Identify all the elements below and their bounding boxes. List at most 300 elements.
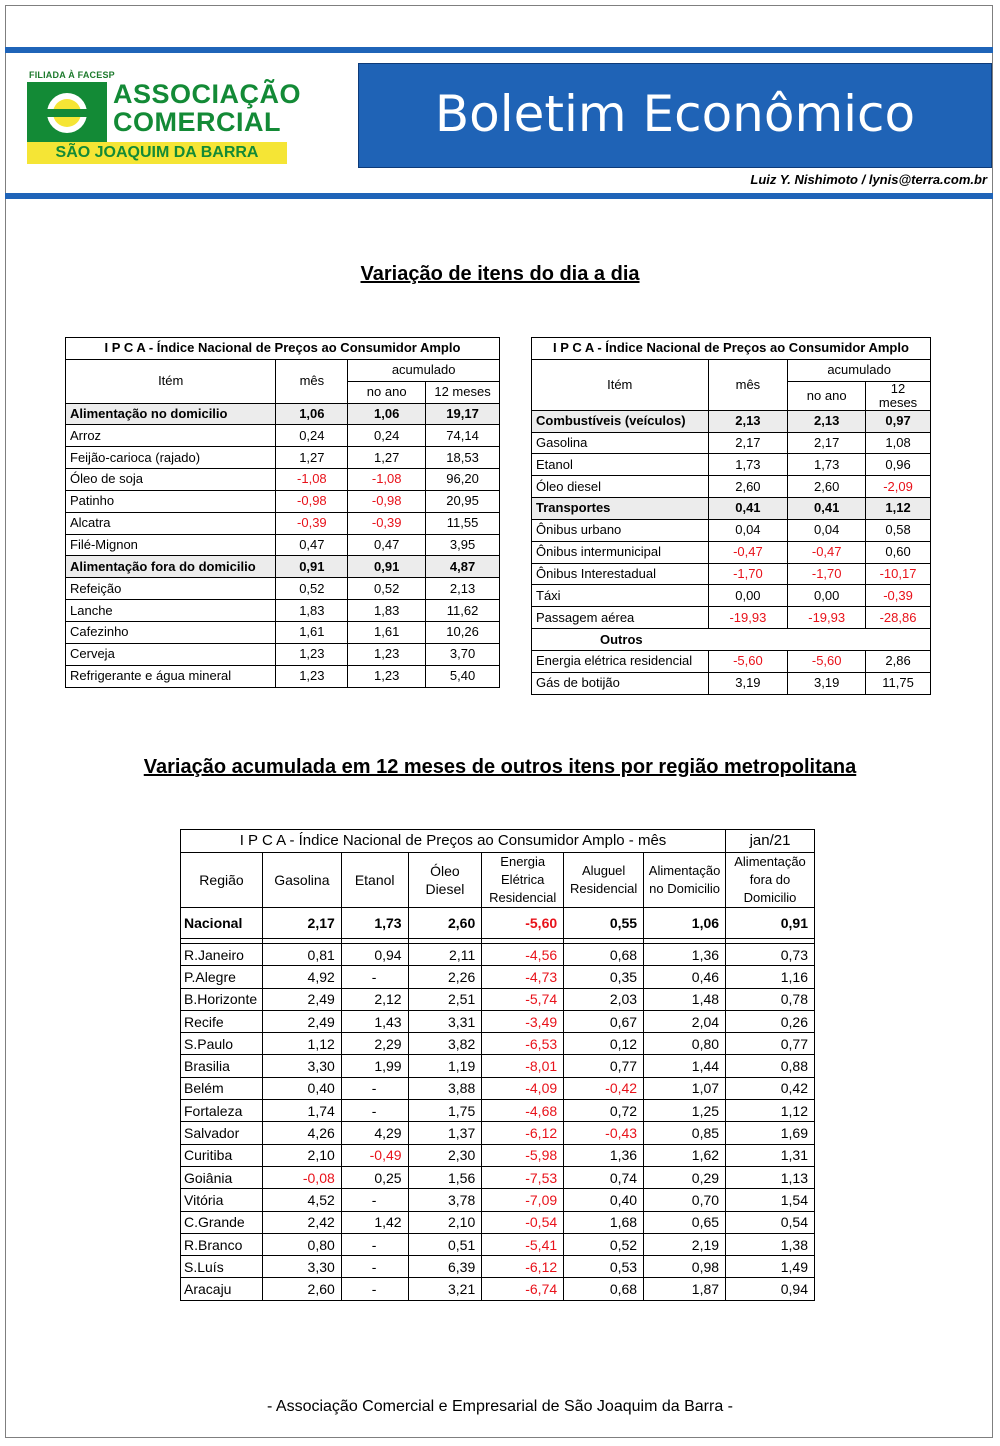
- region-value: 0,26: [726, 1010, 815, 1032]
- region-value: -4,73: [482, 966, 564, 988]
- region-column-header: Aluguel Residencial: [564, 853, 644, 908]
- table-row: [181, 1010, 815, 1032]
- logo-city-strip: SÃO JOAQUIM DA BARRA: [27, 142, 287, 164]
- table-row: [66, 643, 500, 665]
- region-value: 1,54: [726, 1189, 815, 1211]
- row-label: Óleo de soja: [66, 469, 276, 491]
- region-name: C.Grande: [181, 1211, 263, 1233]
- section-title-regions: [0, 756, 1000, 779]
- table-row: [181, 1055, 815, 1077]
- region-column-header: Etanol: [341, 853, 408, 908]
- value-month: 1,61: [276, 621, 348, 643]
- region-value: -5,41: [482, 1233, 564, 1255]
- logo-line-2: COMERCIAL: [113, 107, 281, 137]
- table-row: [66, 403, 500, 425]
- region-value: -5,74: [482, 988, 564, 1010]
- value-twelve-months: 0,97: [866, 410, 931, 432]
- table-row: [66, 621, 500, 643]
- value-month: -1,08: [276, 469, 348, 491]
- region-value: 0,40: [262, 1077, 341, 1099]
- table-row: [66, 447, 500, 469]
- region-name: Nacional: [181, 908, 263, 939]
- region-value: -0,49: [341, 1144, 408, 1166]
- row-label: Cerveja: [66, 643, 276, 665]
- region-name: Goiânia: [181, 1166, 263, 1188]
- value-twelve-months: 3,95: [426, 534, 500, 556]
- region-name: Belém: [181, 1077, 263, 1099]
- region-value: 2,29: [341, 1033, 408, 1055]
- value-twelve-months: 1,08: [866, 432, 931, 454]
- table-row: [181, 966, 815, 988]
- region-value: 1,99: [341, 1055, 408, 1077]
- value-month: 1,27: [276, 447, 348, 469]
- region-value: 2,49: [262, 1010, 341, 1032]
- row-label: Etanol: [532, 454, 709, 476]
- national-row: [181, 908, 815, 939]
- value-year: 1,23: [348, 643, 426, 665]
- row-label: Alimentação no domicilio: [66, 403, 276, 425]
- region-value: 0,55: [564, 908, 644, 939]
- value-twelve-months: -28,86: [866, 607, 931, 629]
- table-row: [66, 512, 500, 534]
- value-month: 2,60: [708, 476, 788, 498]
- bulletin-title: Boletim Econômico: [358, 63, 992, 168]
- table-caption: I P C A - Índice Nacional de Preços ao Consumidor Amplo: [532, 338, 931, 360]
- row-label: Ônibus urbano: [532, 519, 709, 541]
- region-name: P.Alegre: [181, 966, 263, 988]
- table-row: [532, 563, 931, 585]
- region-name: R.Janeiro: [181, 944, 263, 966]
- region-value: 0,94: [341, 944, 408, 966]
- region-value: 2,49: [262, 988, 341, 1010]
- region-value: 6,39: [408, 1256, 482, 1278]
- value-twelve-months: 4,87: [426, 556, 500, 578]
- value-month: 3,19: [708, 672, 788, 694]
- value-year: 1,61: [348, 621, 426, 643]
- section-title-regions-text: Variação acumulada em 12 meses de outros itens por região metropolitana: [143, 756, 857, 778]
- region-value: 1,16: [726, 966, 815, 988]
- value-year: 1,06: [348, 403, 426, 425]
- value-year: -0,39: [348, 512, 426, 534]
- region-value: 2,42: [262, 1211, 341, 1233]
- region-value: -0,54: [482, 1211, 564, 1233]
- ipca-transport-table: [531, 337, 931, 695]
- region-name: Vitória: [181, 1189, 263, 1211]
- region-value: -: [341, 1256, 408, 1278]
- region-value: -3,49: [482, 1010, 564, 1032]
- table-row: [532, 607, 931, 629]
- region-value: 3,88: [408, 1077, 482, 1099]
- table-row: [66, 469, 500, 491]
- region-value: 0,51: [408, 1233, 482, 1255]
- logo-emblem-icon: [27, 82, 107, 144]
- region-value: 0,80: [262, 1233, 341, 1255]
- value-twelve-months: 0,60: [866, 541, 931, 563]
- region-name: Brasilia: [181, 1055, 263, 1077]
- table-row: [66, 534, 500, 556]
- value-year: -0,98: [348, 490, 426, 512]
- value-twelve-months: 0,58: [866, 519, 931, 541]
- region-value: 1,38: [726, 1233, 815, 1255]
- section-title-daily-items: [0, 263, 1000, 286]
- column-header-twelve-months: 12 meses: [426, 381, 500, 403]
- value-year: 1,73: [788, 454, 866, 476]
- region-value: 2,12: [341, 988, 408, 1010]
- region-value: 0,85: [644, 1122, 726, 1144]
- header-bottom-rule: [5, 193, 993, 199]
- region-value: 2,10: [262, 1144, 341, 1166]
- column-header-accumulated: acumulado: [788, 359, 931, 381]
- value-twelve-months: -0,39: [866, 585, 931, 607]
- region-name: Recife: [181, 1010, 263, 1032]
- value-month: 0,04: [708, 519, 788, 541]
- value-year: -1,70: [788, 563, 866, 585]
- value-twelve-months: -10,17: [866, 563, 931, 585]
- region-value: 1,25: [644, 1100, 726, 1122]
- region-value: 1,31: [726, 1144, 815, 1166]
- logo-line-1: ASSOCIAÇÃO: [113, 79, 302, 109]
- value-month: -19,93: [708, 607, 788, 629]
- region-value: 2,30: [408, 1144, 482, 1166]
- row-label: Lanche: [66, 600, 276, 622]
- region-value: -6,12: [482, 1122, 564, 1144]
- region-value: 2,03: [564, 988, 644, 1010]
- table-row: [532, 519, 931, 541]
- region-value: -0,08: [262, 1166, 341, 1188]
- column-header-month: mês: [708, 359, 788, 410]
- table-row: [181, 1166, 815, 1188]
- row-label: Cafezinho: [66, 621, 276, 643]
- value-month: 0,41: [708, 498, 788, 520]
- row-label: Feijão-carioca (rajado): [66, 447, 276, 469]
- value-month: -0,47: [708, 541, 788, 563]
- region-value: 2,17: [262, 908, 341, 939]
- region-value: -8,01: [482, 1055, 564, 1077]
- value-month: 1,06: [276, 403, 348, 425]
- column-header-year: no ano: [788, 381, 866, 410]
- author-credit: Luiz Y. Nishimoto / lynis@terra.com.br: [750, 172, 987, 187]
- region-value: 3,31: [408, 1010, 482, 1032]
- region-value: 3,30: [262, 1256, 341, 1278]
- region-value: 2,04: [644, 1010, 726, 1032]
- table-row: [66, 665, 500, 687]
- section-title-daily-items-text: Variação de itens do dia a dia: [360, 263, 640, 285]
- region-value: 3,30: [262, 1055, 341, 1077]
- table-section-label: Outros: [532, 629, 931, 651]
- region-value: -: [341, 1233, 408, 1255]
- value-month: 1,73: [708, 454, 788, 476]
- region-value: 1,36: [564, 1144, 644, 1166]
- row-label: Arroz: [66, 425, 276, 447]
- region-value: 1,48: [644, 988, 726, 1010]
- region-value: 0,94: [726, 1278, 815, 1300]
- region-value: 1,69: [726, 1122, 815, 1144]
- region-value: 0,78: [726, 988, 815, 1010]
- value-month: -1,70: [708, 563, 788, 585]
- table-row: [66, 490, 500, 512]
- region-value: 0,12: [564, 1033, 644, 1055]
- region-value: 1,74: [262, 1100, 341, 1122]
- row-label: Óleo diesel: [532, 476, 709, 498]
- value-twelve-months: 0,96: [866, 454, 931, 476]
- table-row: [532, 454, 931, 476]
- value-month: 1,23: [276, 665, 348, 687]
- value-twelve-months: 2,13: [426, 578, 500, 600]
- table-row: [181, 1144, 815, 1166]
- region-value: -4,56: [482, 944, 564, 966]
- table-row: [181, 1100, 815, 1122]
- value-twelve-months: 2,86: [866, 650, 931, 672]
- region-value: 0,67: [564, 1010, 644, 1032]
- table-caption: I P C A - Índice Nacional de Preços ao Consumidor Amplo: [66, 338, 500, 360]
- row-label: Filé-Mignon: [66, 534, 276, 556]
- column-header-twelve-months: 12 meses: [866, 381, 931, 410]
- region-value: 0,74: [564, 1166, 644, 1188]
- column-header-month: mês: [276, 359, 348, 403]
- value-twelve-months: 1,12: [866, 498, 931, 520]
- region-value: 0,25: [341, 1166, 408, 1188]
- region-value: 1,07: [644, 1077, 726, 1099]
- value-year: 0,24: [348, 425, 426, 447]
- value-year: 2,17: [788, 432, 866, 454]
- value-month: 0,52: [276, 578, 348, 600]
- region-value: 1,68: [564, 1211, 644, 1233]
- value-year: 0,52: [348, 578, 426, 600]
- region-value: 0,72: [564, 1100, 644, 1122]
- region-value: -4,09: [482, 1077, 564, 1099]
- value-twelve-months: 96,20: [426, 469, 500, 491]
- region-value: 4,26: [262, 1122, 341, 1144]
- row-label: Alimentação fora do domicilio: [66, 556, 276, 578]
- row-label: Gasolina: [532, 432, 709, 454]
- value-twelve-months: 11,55: [426, 512, 500, 534]
- value-twelve-months: 10,26: [426, 621, 500, 643]
- region-column-header: Alimentação fora do Domicilio: [726, 853, 815, 908]
- value-year: 2,13: [788, 410, 866, 432]
- value-month: 2,17: [708, 432, 788, 454]
- region-value: 1,49: [726, 1256, 815, 1278]
- value-year: 1,83: [348, 600, 426, 622]
- region-value: -7,09: [482, 1189, 564, 1211]
- region-value: 0,54: [726, 1211, 815, 1233]
- region-value: -: [341, 966, 408, 988]
- ipca-food-table: [65, 337, 500, 688]
- region-column-header: Óleo Diesel: [408, 853, 482, 908]
- value-twelve-months: 74,14: [426, 425, 500, 447]
- table-row: [66, 556, 500, 578]
- value-year: -1,08: [348, 469, 426, 491]
- row-label: Combustíveis (veículos): [532, 410, 709, 432]
- column-header-accumulated: acumulado: [348, 359, 500, 381]
- region-value: 3,21: [408, 1278, 482, 1300]
- region-value: 1,37: [408, 1122, 482, 1144]
- region-value: 3,82: [408, 1033, 482, 1055]
- table-row: [181, 1256, 815, 1278]
- region-value: 1,12: [262, 1033, 341, 1055]
- table-row: [532, 650, 931, 672]
- table-row: [181, 988, 815, 1010]
- region-table-period: jan/21: [726, 830, 815, 853]
- table-row: [181, 1122, 815, 1144]
- region-value: 1,36: [644, 944, 726, 966]
- row-label: Ônibus Interestadual: [532, 563, 709, 585]
- region-value: -6,12: [482, 1256, 564, 1278]
- footer-text: - Associação Comercial e Empresarial de São Joaquim da Barra -: [267, 1398, 733, 1415]
- value-twelve-months: 11,62: [426, 600, 500, 622]
- region-value: 0,80: [644, 1033, 726, 1055]
- row-label: Táxi: [532, 585, 709, 607]
- region-value: 0,73: [726, 944, 815, 966]
- region-value: 0,53: [564, 1256, 644, 1278]
- value-twelve-months: 19,17: [426, 403, 500, 425]
- row-label: Patinho: [66, 490, 276, 512]
- value-month: 0,47: [276, 534, 348, 556]
- region-value: 0,77: [564, 1055, 644, 1077]
- region-value: 1,56: [408, 1166, 482, 1188]
- region-value: -5,98: [482, 1144, 564, 1166]
- region-column-header: Alimentação no Domicilio: [644, 853, 726, 908]
- region-value: 0,91: [726, 908, 815, 939]
- value-twelve-months: -2,09: [866, 476, 931, 498]
- region-value: 0,81: [262, 944, 341, 966]
- value-year: 2,60: [788, 476, 866, 498]
- row-label: Gás de botijão: [532, 672, 709, 694]
- table-row: [66, 578, 500, 600]
- region-value: 2,10: [408, 1211, 482, 1233]
- value-year: 1,23: [348, 665, 426, 687]
- region-value: 0,29: [644, 1166, 726, 1188]
- region-value: 0,42: [726, 1077, 815, 1099]
- row-label: Refeição: [66, 578, 276, 600]
- region-value: 1,44: [644, 1055, 726, 1077]
- region-value: 1,42: [341, 1211, 408, 1233]
- region-value: 1,62: [644, 1144, 726, 1166]
- region-value: 1,19: [408, 1055, 482, 1077]
- value-twelve-months: 3,70: [426, 643, 500, 665]
- region-value: 0,88: [726, 1055, 815, 1077]
- table-row: [181, 1278, 815, 1300]
- table-row: [181, 1211, 815, 1233]
- region-table-caption: I P C A - Índice Nacional de Preços ao Consumidor Amplo - mês: [181, 830, 726, 853]
- region-value: 1,87: [644, 1278, 726, 1300]
- table-row: [181, 944, 815, 966]
- value-year: -5,60: [788, 650, 866, 672]
- region-value: 0,46: [644, 966, 726, 988]
- row-label: Ônibus intermunicipal: [532, 541, 709, 563]
- region-name: S.Paulo: [181, 1033, 263, 1055]
- header-top-rule: [5, 47, 993, 53]
- region-value: 1,73: [341, 908, 408, 939]
- association-logo: [27, 70, 302, 165]
- region-value: 2,26: [408, 966, 482, 988]
- value-month: 0,91: [276, 556, 348, 578]
- value-month: 0,24: [276, 425, 348, 447]
- table-row: [181, 1189, 815, 1211]
- value-month: 2,13: [708, 410, 788, 432]
- value-twelve-months: 5,40: [426, 665, 500, 687]
- region-name: B.Horizonte: [181, 988, 263, 1010]
- row-label: Alcatra: [66, 512, 276, 534]
- value-twelve-months: 20,95: [426, 490, 500, 512]
- region-value: 0,68: [564, 944, 644, 966]
- column-header-item: Itém: [66, 359, 276, 403]
- table-row: [532, 672, 931, 694]
- region-value: -6,74: [482, 1278, 564, 1300]
- region-value: -6,53: [482, 1033, 564, 1055]
- table-row: [532, 498, 931, 520]
- region-value: 1,13: [726, 1166, 815, 1188]
- region-value: -: [341, 1278, 408, 1300]
- region-value: 4,52: [262, 1189, 341, 1211]
- table-row: [66, 425, 500, 447]
- region-value: 0,98: [644, 1256, 726, 1278]
- region-value: 0,68: [564, 1278, 644, 1300]
- region-value: 2,19: [644, 1233, 726, 1255]
- table-row: [532, 410, 931, 432]
- region-name: Curitiba: [181, 1144, 263, 1166]
- region-value: -5,60: [482, 908, 564, 939]
- region-value: 0,70: [644, 1189, 726, 1211]
- value-month: -0,98: [276, 490, 348, 512]
- table-row: [66, 600, 500, 622]
- value-month: -5,60: [708, 650, 788, 672]
- row-label: Transportes: [532, 498, 709, 520]
- ipca-region-table: [180, 829, 815, 1301]
- logo-tagline: FILIADA À FACESP: [29, 70, 115, 80]
- table-row: [181, 1033, 815, 1055]
- region-value: 4,92: [262, 966, 341, 988]
- value-twelve-months: 11,75: [866, 672, 931, 694]
- row-label: Energia elétrica residencial: [532, 650, 709, 672]
- region-value: -4,68: [482, 1100, 564, 1122]
- value-year: -19,93: [788, 607, 866, 629]
- region-value: -: [341, 1077, 408, 1099]
- value-month: 0,00: [708, 585, 788, 607]
- region-value: -: [341, 1189, 408, 1211]
- column-header-item: Itém: [532, 359, 709, 410]
- value-year: 3,19: [788, 672, 866, 694]
- value-year: 0,41: [788, 498, 866, 520]
- value-year: 0,91: [348, 556, 426, 578]
- value-year: 0,47: [348, 534, 426, 556]
- table-row: [532, 541, 931, 563]
- region-column-header: Energia Elétrica Residencial: [482, 853, 564, 908]
- region-name: Aracaju: [181, 1278, 263, 1300]
- table-row: [532, 476, 931, 498]
- region-value: 2,51: [408, 988, 482, 1010]
- region-value: 1,75: [408, 1100, 482, 1122]
- region-value: 3,78: [408, 1189, 482, 1211]
- region-value: 1,43: [341, 1010, 408, 1032]
- region-value: -: [341, 1100, 408, 1122]
- table-row: [532, 432, 931, 454]
- region-value: 0,52: [564, 1233, 644, 1255]
- region-column-header: Gasolina: [262, 853, 341, 908]
- region-value: 0,40: [564, 1189, 644, 1211]
- value-month: -0,39: [276, 512, 348, 534]
- region-value: -7,53: [482, 1166, 564, 1188]
- value-year: 0,04: [788, 519, 866, 541]
- region-value: 4,29: [341, 1122, 408, 1144]
- region-name: R.Branco: [181, 1233, 263, 1255]
- region-value: 1,12: [726, 1100, 815, 1122]
- region-value: 1,06: [644, 908, 726, 939]
- region-name: S.Luís: [181, 1256, 263, 1278]
- region-name: Fortaleza: [181, 1100, 263, 1122]
- region-value: 0,77: [726, 1033, 815, 1055]
- value-month: 1,23: [276, 643, 348, 665]
- region-name: Salvador: [181, 1122, 263, 1144]
